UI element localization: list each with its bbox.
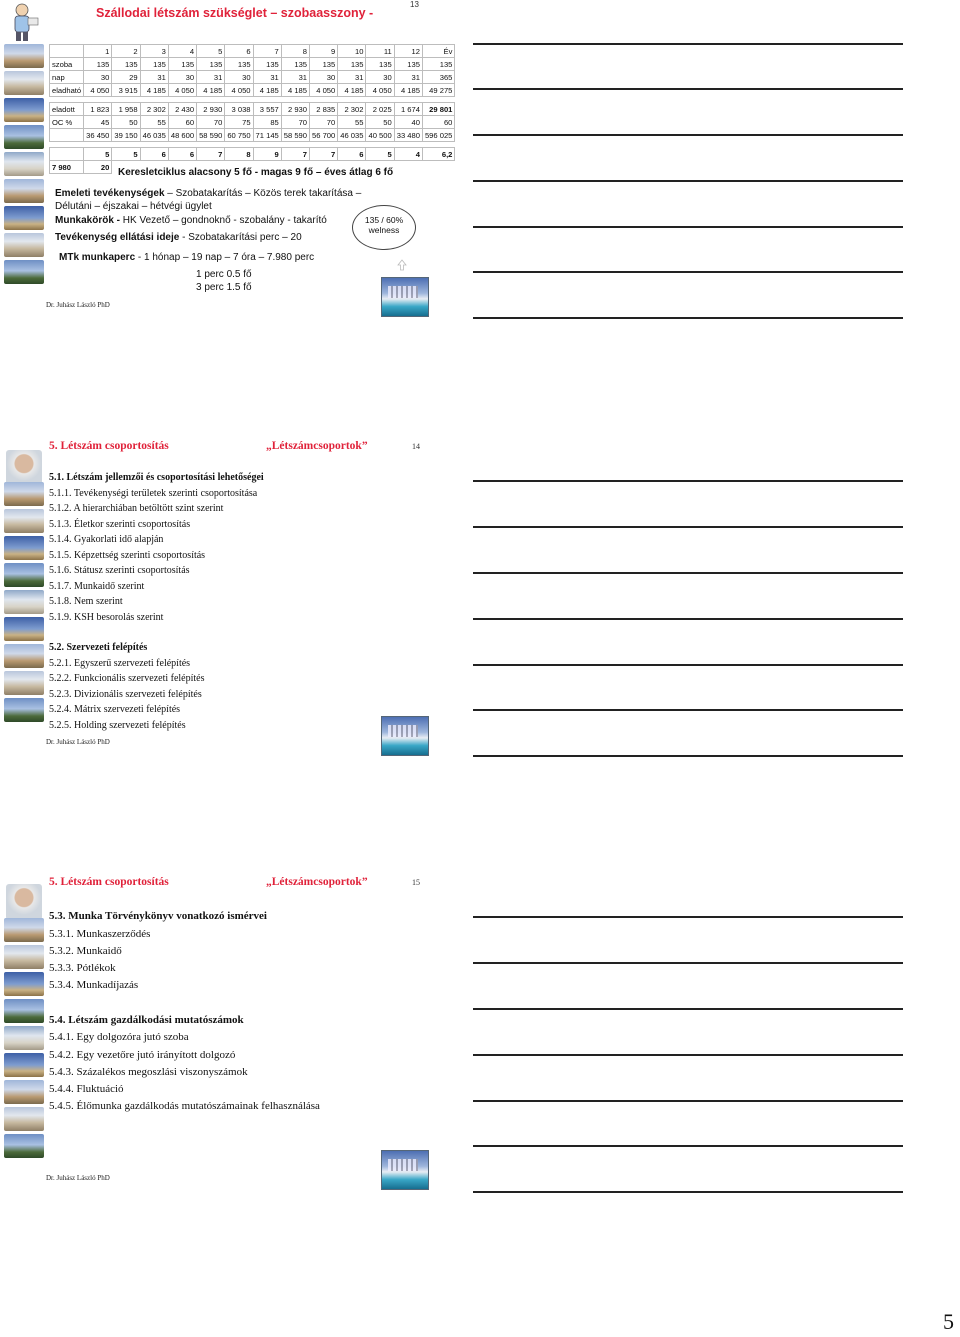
hotel-photo [4, 179, 44, 203]
table-cell: 596 025 [422, 129, 454, 142]
slide-title: 5. Létszám csoportosítás [49, 440, 169, 452]
table-cell: 6 [225, 45, 253, 58]
table-row [50, 129, 455, 142]
note-line [473, 226, 903, 228]
list-item: 5.2.3. Divizionális szervezeti felépítés [49, 688, 202, 700]
note-line [473, 1191, 903, 1193]
hotel-photo [4, 1107, 44, 1131]
hotel-photo [4, 98, 44, 122]
table-cell: 2 302 [338, 103, 366, 116]
table-cell: 60 750 [225, 129, 253, 142]
list-item: 5.3. Munka Törvénykönyv vonatkozó ismérvei [49, 910, 267, 922]
table-cell: 30 [168, 71, 196, 84]
note-line [473, 1054, 903, 1056]
table-cell: 6 [140, 148, 168, 161]
photo-strip [4, 44, 44, 287]
table-cell: 30 [310, 71, 338, 84]
table-row [50, 103, 455, 116]
table-cell: 48 600 [168, 129, 196, 142]
note-line [473, 664, 903, 666]
table-cell: 2 025 [366, 103, 394, 116]
table-cell: 135 [225, 58, 253, 71]
table-cell: 1 958 [112, 103, 140, 116]
table-cell: 4 [394, 148, 422, 161]
table-cell: 31 [140, 71, 168, 84]
table-cell: 45 [84, 116, 112, 129]
table-cell: nap [50, 71, 84, 84]
table-cell: 31 [394, 71, 422, 84]
workminute-label: MTk munkaperc [59, 252, 136, 263]
table-cell [50, 148, 84, 161]
list-item: 5.1. Létszám jellemzői és csoportosítási lehetőségei [49, 472, 264, 483]
table-cell: 1 823 [84, 103, 112, 116]
positions-label: Munkakörök - [55, 215, 121, 226]
table-cell: 9 [310, 45, 338, 58]
table-cell: 135 [310, 58, 338, 71]
photo-strip [4, 918, 44, 1161]
list-item: 5.1.8. Nem szerint [49, 596, 123, 607]
table-cell: eladható [50, 84, 84, 97]
table-cell: 135 [366, 58, 394, 71]
author: Dr. Juhász László PhD [46, 1174, 110, 1182]
table-cell: 135 [197, 58, 225, 71]
slide-14 [0, 436, 440, 756]
note-line [473, 1008, 903, 1010]
table-cell: 2 930 [281, 103, 309, 116]
list-item: 5.1.9. KSH besorolás szerint [49, 611, 164, 623]
hotel-photo [4, 71, 44, 95]
list-item: 5.1.2. A hierarchiában betöltött szint szerint [49, 503, 224, 514]
table-cell: 56 700 [310, 129, 338, 142]
table-cell: Év [422, 45, 454, 58]
author-portrait [6, 450, 42, 486]
table-cell: 135 [422, 58, 454, 71]
slide-15 [0, 872, 440, 1194]
table-cell: 4 185 [338, 84, 366, 97]
list-item: 5.4.2. Egy vezetőre jutó irányított dolgozó [49, 1048, 236, 1061]
table-cell: 29 [112, 71, 140, 84]
table-cell: 135 [168, 58, 196, 71]
hotel-photo [4, 233, 44, 257]
hotel-photo [4, 999, 44, 1023]
table-cell: OC % [50, 116, 84, 129]
table-cell: 31 [281, 71, 309, 84]
hotel-pool-image [381, 716, 429, 756]
note-line [473, 180, 903, 182]
list-item: 5.1.1. Tevékenységi területek szerinti csoportosítása [49, 487, 258, 499]
table-cell: 4 185 [394, 84, 422, 97]
page-number: 14 [412, 442, 420, 451]
table-cell: 4 050 [310, 84, 338, 97]
note-line [473, 480, 903, 482]
table-cell: 8 [281, 45, 309, 58]
table-cell: 2 [112, 45, 140, 58]
hotel-photo [4, 125, 44, 149]
table-cell: 85 [253, 116, 281, 129]
table-cell: 135 [253, 58, 281, 71]
table-cell: 36 450 [84, 129, 112, 142]
table-cell: 7 980 [50, 161, 84, 174]
table-cell: 8 [225, 148, 253, 161]
slide-title: Szállodai létszám szükséglet – szobaasszony - [96, 6, 374, 20]
positions-line [55, 215, 327, 226]
table-cell: 70 [310, 116, 338, 129]
list-item: 5.4.1. Egy dolgozóra jutó szoba [49, 1031, 189, 1043]
table-cell: 4 050 [366, 84, 394, 97]
slide-13 [0, 0, 453, 318]
table-cell: 70 [197, 116, 225, 129]
hotel-photo [4, 972, 44, 996]
workminute-line [59, 252, 314, 263]
table-cell: 31 [253, 71, 281, 84]
table-cell: 39 150 [112, 129, 140, 142]
table-cell: 71 145 [253, 129, 281, 142]
table-cell: 20 [84, 161, 112, 174]
time-line [55, 232, 302, 243]
hotel-photo [4, 1134, 44, 1158]
hotel-photo [4, 260, 44, 284]
up-arrow-icon [397, 259, 407, 271]
table-cell: 2 430 [168, 103, 196, 116]
staffing-table [49, 44, 455, 174]
note-line [473, 1145, 903, 1147]
table-cell: 7 [310, 148, 338, 161]
table-cell: 2 930 [197, 103, 225, 116]
hotel-photo [4, 206, 44, 230]
note-line [473, 317, 903, 319]
author: Dr. Juhász László PhD [46, 301, 110, 309]
table-cell: 3 038 [225, 103, 253, 116]
hotel-photo [4, 482, 44, 506]
note-line [473, 43, 903, 45]
table-cell: 12 [394, 45, 422, 58]
worker-clipart-icon [6, 2, 40, 42]
note-line [473, 618, 903, 620]
table-cell: szoba [50, 58, 84, 71]
list-item: 5.2. Szervezeti felépítés [49, 642, 148, 653]
table-cell: 4 050 [225, 84, 253, 97]
list-item: 5.2.2. Funkcionális szervezeti felépítés [49, 673, 205, 684]
shifts-line: Délutáni – éjszakai – hétvégi ügylet [55, 201, 212, 212]
table-cell: 4 185 [253, 84, 281, 97]
author-portrait [6, 884, 42, 920]
table-cell: 49 275 [422, 84, 454, 97]
slide-subtitle: „Létszámcsoportok” [266, 440, 368, 452]
table-cell: 46 035 [140, 129, 168, 142]
hotel-photo [4, 1080, 44, 1104]
list-item: 5.1.3. Életkor szerinti csoportosítás [49, 518, 191, 530]
hotel-photo [4, 152, 44, 176]
slide-title: 5. Létszám csoportosítás [49, 876, 169, 888]
note-line [473, 526, 903, 528]
list-item: 5.1.6. Státusz szerinti csoportosítás [49, 565, 190, 576]
list-item: 5.4.5. Élőmunka gazdálkodás mutatószámainak felhasználása [49, 1100, 320, 1112]
table-cell: 30 [225, 71, 253, 84]
table-row [50, 84, 455, 97]
table-cell: 55 [338, 116, 366, 129]
table-cell: 29 801 [422, 103, 454, 116]
list-item: 5.4. Létszám gazdálkodási mutatószámok [49, 1014, 244, 1026]
hotel-photo [4, 918, 44, 942]
table-row [50, 71, 455, 84]
sheet-page-number: 5 [943, 1309, 954, 1334]
table-cell: 2 835 [310, 103, 338, 116]
positions-text: HK Vezető – gondnoknő - szobalány - takarító [120, 215, 327, 226]
list-item: 5.1.5. Képzettség szerinti csoportosítás [49, 549, 206, 561]
table-cell: 7 [197, 148, 225, 161]
table-cell: 135 [394, 58, 422, 71]
list-item: 5.3.3. Pótlékok [49, 962, 116, 974]
hotel-photo [4, 644, 44, 668]
hotel-pool-image [381, 1150, 429, 1190]
table-cell: 4 050 [168, 84, 196, 97]
hotel-photo [4, 536, 44, 560]
activities-label: Emeleti tevékenységek [55, 188, 165, 199]
table-cell: 5 [112, 148, 140, 161]
table-cell: 60 [422, 116, 454, 129]
hotel-photo [4, 1026, 44, 1050]
time-label: Tevékenység ellátási ideje [55, 232, 180, 243]
author: Dr. Juhász László PhD [46, 738, 110, 746]
table-cell: 2 302 [140, 103, 168, 116]
table-cell: 7 [253, 45, 281, 58]
table-cell: 3 [140, 45, 168, 58]
hotel-photo [4, 617, 44, 641]
note-line [473, 962, 903, 964]
table-cell: 135 [338, 58, 366, 71]
hotel-photo [4, 945, 44, 969]
table-cell: 135 [140, 58, 168, 71]
table-cell: 33 480 [394, 129, 422, 142]
table-cell: 55 [140, 116, 168, 129]
table-cell: 30 [366, 71, 394, 84]
table-cell: 3 557 [253, 103, 281, 116]
table-cell: 50 [366, 116, 394, 129]
activities-text: – Szobatakarítás – Közös terek takarítása – [164, 188, 362, 199]
table-cell: eladott [50, 103, 84, 116]
table-cell: 3 915 [112, 84, 140, 97]
list-item: 5.1.7. Munkaidő szerint [49, 580, 145, 592]
ratio-line-2: 3 perc 1.5 fő [196, 282, 252, 293]
table-cell: 135 [84, 58, 112, 71]
demand-cycle-text: Keresletciklus alacsony 5 fő - magas 9 fő – éves átlag 6 fő [118, 167, 394, 178]
oval-line-2: welness [368, 225, 400, 235]
table-cell: 70 [281, 116, 309, 129]
table-cell [50, 45, 84, 58]
table-cell: 58 590 [281, 129, 309, 142]
hotel-photo [4, 44, 44, 68]
workminute-text: - 1 hónap – 19 nap – 7 óra – 7.980 perc [135, 252, 315, 263]
table-cell: 135 [112, 58, 140, 71]
table-cell: 50 [112, 116, 140, 129]
hotel-photo [4, 1053, 44, 1077]
photo-strip [4, 482, 44, 725]
table-cell: 6 [338, 148, 366, 161]
table-cell: 40 500 [366, 129, 394, 142]
note-line [473, 572, 903, 574]
table-cell: 7 [281, 148, 309, 161]
hotel-photo [4, 698, 44, 722]
list-item: 5.4.3. Százalékos megoszlási viszonyszámok [49, 1065, 248, 1078]
table-cell: 5 [366, 148, 394, 161]
list-item: 5.3.2. Munkaidő [49, 945, 122, 957]
table-cell: 365 [422, 71, 454, 84]
time-text: - Szobatakarítási perc – 20 [179, 232, 302, 243]
activities-line [55, 188, 361, 199]
list-item: 5.4.4. Fluktuáció [49, 1082, 124, 1095]
table-cell: 46 035 [338, 129, 366, 142]
table-cell [50, 129, 84, 142]
oval-line-1: 135 / 60% [364, 215, 404, 225]
table-cell: 4 185 [197, 84, 225, 97]
wellness-oval [352, 205, 416, 250]
table-cell: 30 [84, 71, 112, 84]
table-cell: 9 [253, 148, 281, 161]
hotel-pool-image [381, 277, 429, 317]
note-line [473, 916, 903, 918]
note-line [473, 755, 903, 757]
hotel-photo [4, 563, 44, 587]
table-cell: 5 [197, 45, 225, 58]
table-cell: 31 [338, 71, 366, 84]
table-cell: 31 [197, 71, 225, 84]
table-cell: 6 [168, 148, 196, 161]
table-cell: 5 [84, 148, 112, 161]
list-item: 5.2.1. Egyszerű szervezeti felépítés [49, 657, 191, 669]
note-line [473, 1100, 903, 1102]
list-item: 5.3.1. Munkaszerződés [49, 927, 151, 940]
table-row [50, 45, 455, 58]
list-item: 5.2.4. Mátrix szervezeti felépítés [49, 704, 181, 715]
hotel-photo [4, 671, 44, 695]
table-cell: 6,2 [422, 148, 454, 161]
table-row [50, 148, 455, 161]
ratio-line-1: 1 perc 0.5 fő [196, 269, 252, 280]
note-line [473, 134, 903, 136]
table-cell: 10 [338, 45, 366, 58]
table-cell: 60 [168, 116, 196, 129]
table-row [50, 58, 455, 71]
table-row [50, 116, 455, 129]
note-line [473, 88, 903, 90]
note-line [473, 271, 903, 273]
list-item: 5.3.4. Munkadíjazás [49, 979, 139, 991]
table-cell: 135 [281, 58, 309, 71]
hotel-photo [4, 509, 44, 533]
table-cell: 58 590 [197, 129, 225, 142]
table-cell: 4 050 [84, 84, 112, 97]
table-cell: 1 674 [394, 103, 422, 116]
list-item: 5.2.5. Holding szervezeti felépítés [49, 719, 186, 731]
page-number: 13 [410, 0, 419, 9]
table-cell: 75 [225, 116, 253, 129]
page-number: 15 [412, 878, 420, 887]
table-cell: 11 [366, 45, 394, 58]
slide-subtitle: „Létszámcsoportok” [266, 876, 368, 888]
table-cell: 1 [84, 45, 112, 58]
table-cell: 40 [394, 116, 422, 129]
list-item: 5.1.4. Gyakorlati idő alapján [49, 534, 164, 545]
table-cell: 4 185 [281, 84, 309, 97]
table-cell: 4 185 [140, 84, 168, 97]
table-cell: 4 [168, 45, 196, 58]
note-line [473, 709, 903, 711]
hotel-photo [4, 590, 44, 614]
